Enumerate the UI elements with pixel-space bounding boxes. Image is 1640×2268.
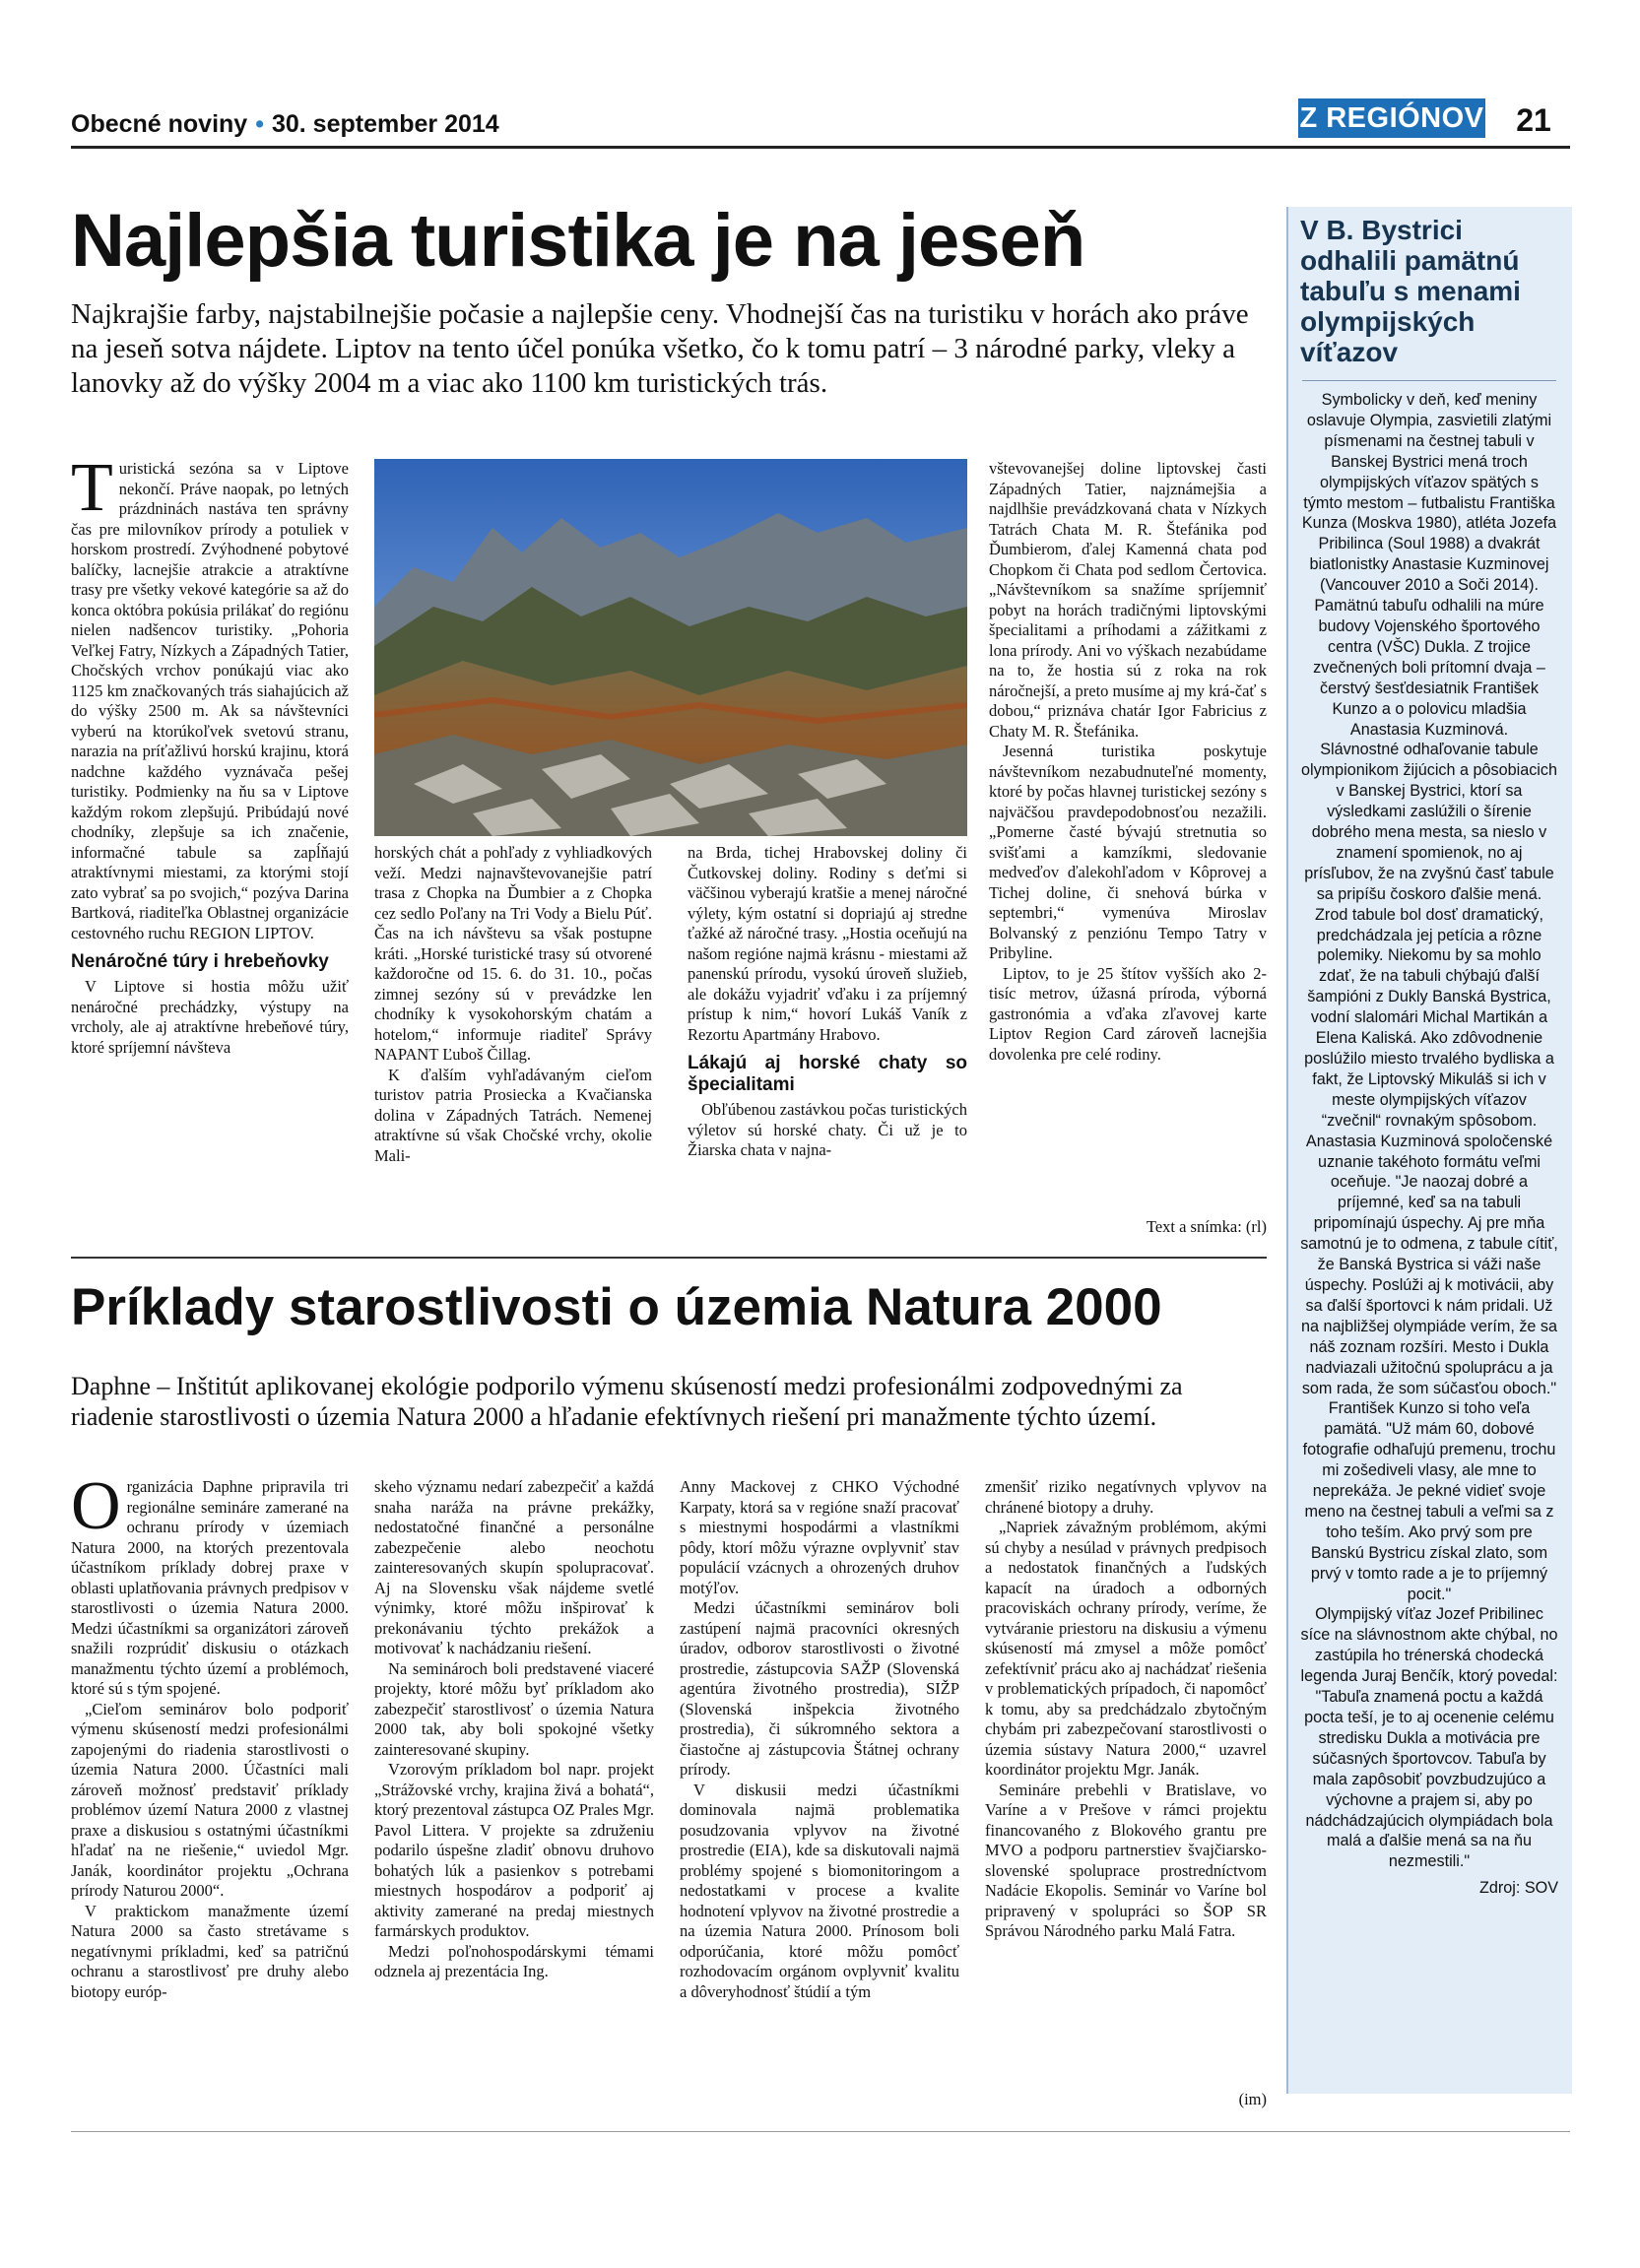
article2-lead: Daphne – Inštitút aplikovanej ekológie podporilo výmenu skúseností medzi profesionálmi zodpovednými za riadenie starostlivosti o územia Natura 2000 a hľadanie efektívnych riešení pri manažmente týchto území. bbox=[71, 1372, 1183, 1431]
article2-column-4 bbox=[985, 1477, 1267, 2088]
article1-paragraph: V Liptove si hostia môžu užiť nenáročné prechádzky, výstupy na vrcholy, ale aj atraktívne hrebeňové túry, ktoré spríjemní návšteva bbox=[71, 977, 349, 1057]
article1-paragraph: horských chát a pohľady z vyhliadkových veží. Medzi najnavštevovanejšie patrí trasa z Chopka na Ďumbier a z Chopka cez sedlo Poľany na Tri Vody a Bielu Púť. Čas na ich návštevu sa však postupne kráti. „Horské turistické trasy sú otvorené každoročne od 15. 6. do 31. 10., počas zimnej sezóny sú v prevádzke len chodníky k vysokohorským chatám a hotelom,“ informuje riaditeľ Správy NAPANT Ľuboš Čillag. bbox=[374, 843, 652, 1064]
article1-paragraph: Liptov, to je 25 štítov vyšších ako 2-tisíc metrov, úžasná príroda, výborná gastronómia a vďaka zľavovej karte Liptov Region Card zároveň lacnejšia dovolenka pre celé rodiny. bbox=[989, 963, 1267, 1064]
sidebar-body bbox=[1300, 390, 1558, 2084]
article1-paragraph: vštevovanejšej doline liptovskej časti Západných Tatier, najznámejšia a najdlhšie prevádzkovaná chata v Nízkych Tatrách Chata M. R. Štefánika pod Ďumbierom, ďalej Kamenná chata pod Chopkom či Chata pod sedlom Čertovica. „Návštevníkom sa snažíme spríjemniť pobyt na horách tradičnými liptovskými špecialitami a príhodami a zážitkami z lona prírody. Ani vo výškach nezabúdame na to, že hostia sú z roka na rok náročnejší, a preto musíme aj my krá-čať s dobou,“ priznáva chatár Igor Fabricius z Chaty M. R. Štefánika. bbox=[989, 459, 1267, 741]
article2-credit: (im) bbox=[1238, 2090, 1267, 2108]
article2-column-3 bbox=[680, 1477, 959, 2107]
sidebar-rule bbox=[1302, 380, 1556, 381]
article2-paragraph: „Cieľom seminárov bolo podporiť výmenu skúseností medzi profesionálmi zapojenými do riadenia starostlivosti o územia Natura 2000. Účastníci mali zároveň možnosť predstaviť príklady problémov území Natura 2000 z vlastnej praxe a diskusiou s ostatnými účastníkmi hľadať na ne riešenie,“ uviedol Mgr. Janák, koordinátor projektu „Ochrana prírody Naturou 2000“. bbox=[71, 1699, 349, 1900]
article2-paragraph: skeho významu nedarí zabezpečiť a každá snaha naráža na právne prekážky, nedostatočné finančné a personálne zabezpečenie alebo neochotu zainteresovaných skupín spolupracovať. Aj na Slovensku však nájdeme svetlé výnimky, ktoré môžu inšpirovať k prekonávaniu týchto prekážok a motivovať k nachádzaniu riešení. bbox=[374, 1477, 654, 1657]
article2-column-2 bbox=[374, 1477, 654, 2107]
article1-column-4 bbox=[989, 459, 1267, 1198]
page-number: 21 bbox=[1516, 102, 1551, 138]
article1-subhead-2: Lákajú aj horské chaty so špecialitami bbox=[688, 1053, 967, 1095]
sidebar-paragraph: Anastasia Kuzminová spoločenské uznanie takéhoto formátu veľmi oceňuje. "Je naozaj dobré a príjemné, keď sa na tabuli pripomínajú úspechy. Aj pre mňa samotnú je to odmena, z tabule cítiť, že Banská Bystrica si váži naše úspechy. Poslúži aj k motivácii, aby sa ďalší športovci k nám pridali. Už na najbližšej olympiáde verím, že sa náš zoznam rozšíri. Mesto i Dukla nadviazali užitočnú spoluprácu a ja som rada, že som súčasťou oboch." bbox=[1300, 1132, 1558, 1397]
issue-date: 30. september 2014 bbox=[271, 110, 499, 138]
article2-paragraph: V diskusii medzi účastníkmi dominovala najmä problematika posudzovania vplyvov na životné prostredie (EIA), kde sa diskutovali najmä problémy spojené s biomonitoringom a nedostatkami v procese a kvalite hodnotení vplyvov na životné prostredie a na územia Natura 2000. Prínosom boli odporúčania, ktoré môžu pomôcť rozhodovacím orgánom ovplyvniť kvalitu a dôveryhodnosť štúdií a tým bbox=[680, 1780, 959, 2001]
sidebar-paragraph: Slávnostné odhaľovanie tabule olympionikom žijúcich a pôsobiacich v Banskej Bystrici, ktorí sa výsledkami zaslúžili o šírenie dobrého mena mesta, sa nieslo v znamení spomienok, no aj prísľubov, že na zvyšnú časť tabule sa pripíšu čoskoro ďalšie mená. Zrod tabule bol dosť dramatický, predchádzala jej petícia a rôzne polemiky. Niekomu by sa mohlo zdať, že na tabuli chýbajú ďalší šampióni z Dukly Banská Bystrica, vodní slalomári Michal Martikán a Elena Kaliská. Ako zdôvodnenie poslúžilo miesto trvalého bydliska a fakt, že Liptovský Mikuláš si ich v meste olympijských víťazov “zvečnil“ rovnakým spôsobom. bbox=[1300, 741, 1558, 1130]
article2-paragraph: Vzorovým príkladom bol napr. projekt „Strážovské vrchy, krajina živá a bohatá“, ktorý prezentoval zástupca OZ Prales Mgr. Pavol Littera. V projekte sa združeniu podarilo úspešne zladiť obnovu druhovo bohatých lúk a pasienkov s potrebami miestnych hospodárov a podporiť aj aktivity zamerané na predaj miestnych farmárskych produktov. bbox=[374, 1760, 654, 1940]
article1-dropcap: T bbox=[71, 459, 113, 526]
mountain-landscape-image bbox=[374, 459, 967, 836]
section-label: Z REGIÓNOV bbox=[1298, 98, 1485, 138]
article1-paragraph: na Brda, tichej Hrabovskej doliny či Čutkovskej doliny. Rodiny s deťmi si väčšinou vyberajú kratšie a menej náročné výlety, kým ostatní si dopriajú aj stredne ťažké až náročné trasy. „Hostia oceňujú na našom regióne najmä krásnu - miestami až panenskú prírodu, vysokú úroveň služieb, ale dokážu vyjadriť vďaku i za príjemný prístup k nim,“ hovorí Lukáš Vaník z Rezortu Apartmány Hrabovo. bbox=[688, 843, 967, 1044]
article2-paragraph: Medzi účastníkmi seminárov boli zastúpení najmä pracovníci okresných úradov, odborov starostlivosti o životné prostredie, zástupcovia SAŽP (Slovenská agentúra životného prostredia), SIŽP (Slovenská inšpekcia životného prostredia), či súkromného sektora a čiastočne aj zástupcovia Štátnej ochrany prírody. bbox=[680, 1598, 959, 1779]
sidebar-credit: Zdroj: SOV bbox=[1478, 1879, 1558, 1898]
newspaper-name: Obecné noviny bbox=[71, 110, 248, 138]
article1-lead: Najkrajšie farby, najstabilnejšie počasie a najlepšie ceny. Vhodnejší čas na turistiku v horách ako práve na jeseň sotva nájdete. Liptov na tento účel ponúka všetko, čo k tomu patrí – 3 národné parky, vleky a lanovky až do výšky 2004 m a viac ako 1100 km turistických trás. bbox=[71, 298, 1249, 399]
page-bottom-rule bbox=[71, 2131, 1570, 2132]
article2-paragraph: „Napriek závažným problémom, akými sú chyby a nesúlad v právnych predpisoch a nedostatok finančných a ľudských kapacít na úradoch a odborných pracoviskách ochrany prírody, veríme, že vytváranie priestoru na diskusiu a výmenu skúseností má zmysel a môže pomôcť zefektívniť prácu ako aj nachádzať riešenia v problematických prípadoch, či napomôcť k tomu, aby sa predchádzalo zbytočným chybám pri zabezpečovaní starostlivosti o územia sústavy Natura 2000,“ uzavrel koordinátor projektu Mgr. Janák. bbox=[985, 1518, 1267, 1779]
article2-paragraph: rganizácia Daphne pripravila tri regionálne semináre zamerané na ochranu prírody v územiach Natura 2000, na ktorých prezentovala účastníkom príklady dobrej praxe v oblasti uplatňovania právnych predpisov v starostlivosti o územia Natura 2000. Medzi účastníkmi sa organizátori zároveň snažili rozprúdiť diskusiu o otázkach manažmentu týchto území a problémoch, ktoré sú s tým spojené. bbox=[71, 1477, 349, 1698]
article2-title: Príklady starostlivosti o územia Natura 2000 bbox=[71, 1278, 1162, 1336]
article1-paragraph: Jesenná turistika poskytuje návštevníkom nezabudnuteľné momenty, ktoré by počas hlavnej turistickej sezóny s najväčšou pravdepodobnosťou nezažili. „Pomerne časté bývajú stretnutia so svišťami a kamzíkmi, sledovanie medveďov ďalekohľadom v Kôprovej a Tichej doline, či snehová búrka v septembri,“ vymenúva Miroslav Bolvanský z penziónu Tempo Tatry v Pribyline. bbox=[989, 742, 1267, 962]
article1-credit: Text a snímka: (rl) bbox=[1146, 1217, 1267, 1236]
sidebar-title: V B. Bystrici odhalili pamätnú tabuľu s menami olympijských víťazov bbox=[1300, 215, 1521, 367]
sidebar-paragraph: Symbolicky v deň, keď meniny oslavuje Olympia, zasvietili zlatými písmenami na čestnej tabuli v Banskej Bystrici mená troch olympijských víťazov spätých s týmto mestom – futbalistu Františka Kunza (Moskva 1980), atléta Jozefa Pribilinca (Soul 1988) a dvakrát biatlonistky Anastasie Kuzminovej (Vancouver 2010 a Soči 2014). Pamätnú tabuľu odhalili na múre budovy Vojenského športového centra (VŠC) Dukla. Z trojice zvečnených boli prítomní dvaja – čerstvý šesťdesiatnik František Kunzo a o polovicu mladšia Anastasia Kuzminová. bbox=[1301, 391, 1557, 739]
article2-paragraph: zmenšiť riziko negatívnych vplyvov na chránené biotopy a druhy. bbox=[985, 1477, 1267, 1517]
article2-paragraph: Medzi poľnohospodárskymi témami odznela aj prezentácia Ing. bbox=[374, 1941, 654, 1980]
article2-paragraph: Semináre prebehli v Bratislave, vo Varíne a v Prešove v rámci projektu financovaného z Blokového grantu pre MVO a podporu partnerstiev švajčiarsko-slovenské spoluprace prostredníctvom Nadácie Ekopolis. Seminár vo Varíne bol pripravený v spolupráci so ŠOP SR Správou Národného parku Malá Fatra. bbox=[985, 1780, 1267, 1940]
masthead bbox=[71, 110, 499, 139]
article1-subhead-1: Nenáročné túry i hrebeňovky bbox=[71, 951, 329, 972]
article1-column-2 bbox=[374, 843, 652, 1237]
article2-paragraph: Na seminároch boli predstavené viaceré projekty, ktoré môžu byť príkladom ako zabezpečiť starostlivosť o územia Natura 2000 tak, aby boli spokojné všetky zainteresované skupiny. bbox=[374, 1658, 654, 1759]
article-divider bbox=[71, 1257, 1267, 1259]
article1-paragraph: K ďalším vyhľadávaným cieľom turistov patria Prosiecka a Kvačianska dolina v Západných Tatrách. Nemenej atraktívne sú však Chočské vrchy, okolie Mali- bbox=[374, 1065, 652, 1165]
sidebar-paragraph: Olympijský víťaz Jozef Pribilinec síce na slávnostnom akte chýbal, no zastúpila ho trénerská chodecká legenda Juraj Benčík, ktorý povedal: "Tabuľa znamená poctu a každá pocta teší, je to aj ocenenie celému stredisku Dukla a motivácia pre súčasných športovcov. Tabuľa by mala zapôsobiť povzbudzujúco a výchovne a prajem si, aby po nádchádzajúcich olympiádach bola malá a ďalšie mená sa na ňu nezmestili." bbox=[1300, 1605, 1558, 1871]
mountain-photo bbox=[374, 459, 967, 836]
header-separator: • bbox=[255, 110, 264, 138]
article2-column-1 bbox=[71, 1477, 349, 2107]
article1-column-1 bbox=[71, 459, 349, 1237]
sidebar-paragraph: František Kunzo si toho veľa pamätá. "Už mám 60, dobové fotografie odhaľujú premenu, trochu mi zošediveli vlasy, ale mne to neprekáža. Je pekné vidieť svoje meno na čestnej tabuli a veľmi sa z toho teším. Ako prvý som pre Banskú Bystricu získal zlato, som prvý v tomto rade a je to príjemný pocit." bbox=[1302, 1399, 1556, 1603]
article1-paragraph: uristická sezóna sa v Liptove nekončí. Práve naopak, po letných prázdninách nastáva ten správny čas pre milovníkov prírody a potuliek v horskom prostredí. Zvýhodnené pobytové balíčky, lacnejšie atrakcie a atraktívne trasy pre všetky vekové kategórie sa až do konca októbra pokúsia prilákať do regiónu nielen nadšencov turistiky. „Pohoria Veľkej Fatry, Nízkych a Západných Tatier, Chočských vrchov ponúkajú viac ako 1125 km značkovaných trás siahajúcich až do výšky 2500 m. Ak sa návštevníci vyberú na ktorúkoľvek svetovú stranu, narazia na príťažlivú horskú krajinu, ktorá nadchne každého vyznávača pešej turistiky. Podmienky na ňu sa v Liptove každým rokom zlepšujú. Pribúdajú nové chodníky, zlepšuje sa ich značenie, informačné tabule sa zapĺňajú atraktívnymi miestami, za ktorými stojí zato vybrať sa po svojich,“ pozýva Darina Bartková, riaditeľka Oblastnej organizácie cestovného ruchu REGION LIPTOV. bbox=[71, 459, 349, 942]
article1-paragraph: Obľúbenou zastávkou počas turistických výletov sú horské chaty. Či už je to Žiarska chata v najna- bbox=[688, 1100, 967, 1159]
article2-paragraph: Anny Mackovej z CHKO Východné Karpaty, ktorá sa v regióne snaží pracovať s miestnymi hospodármi a vlastníkmi pôdy, ktorí môžu výrazne ovplyvniť stav populácií vzácnych a ohrozených druhov motýľov. bbox=[680, 1477, 959, 1597]
article2-dropcap: O bbox=[71, 1477, 121, 1544]
article1-title: Najlepšia turistika je na jeseň bbox=[71, 199, 1085, 283]
article1-column-3 bbox=[688, 843, 967, 1237]
article2-paragraph: V praktickom manažmente území Natura 2000 sa často stretávame s negatívnymi príkladmi, keď sa patričnú ochranu a starostlivosť pre druhy alebo biotopy európ- bbox=[71, 1901, 349, 2001]
header-rule bbox=[71, 146, 1570, 149]
